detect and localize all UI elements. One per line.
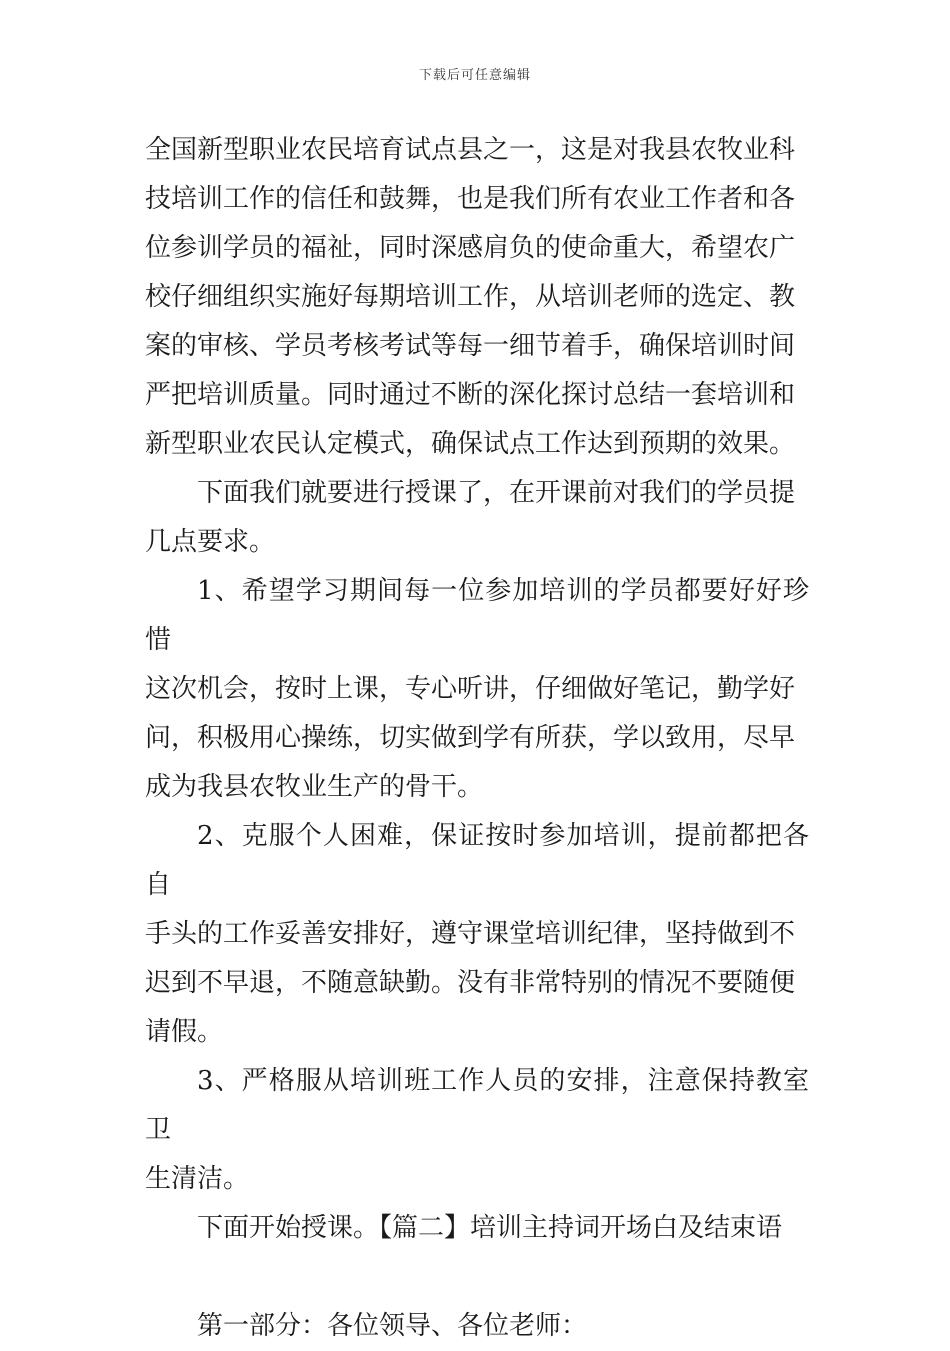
text-line: 几点要求。 — [145, 527, 276, 557]
text-line: 1、希望学习期间每一位参加培训的学员都要好好珍惜 — [145, 576, 809, 655]
paragraph-requirement-2 — [145, 812, 809, 1057]
text-line: 位参训学员的福祉，同时深感肩负的使命重大，希望农广 — [145, 233, 796, 263]
text-line: 下面我们就要进行授课了，在开课前对我们的学员提 — [197, 478, 796, 508]
text-line: 3、严格服从培训班工作人员的安排，注意保持教室卫 — [145, 1066, 809, 1145]
text-line: 案的审核、学员考核考试等每一细节着手，确保培训时间 — [145, 331, 796, 361]
paragraph-requirement-1 — [145, 567, 809, 812]
text-line: 成为我县农牧业生产的骨干。 — [145, 772, 484, 802]
paragraph-requirement-3 — [145, 1057, 809, 1204]
paragraph-requirements-intro — [145, 469, 809, 567]
text-line: 迟到不早退，不随意缺勤。没有非常特别的情况不要随便 — [145, 968, 796, 998]
paragraph-pilot-county — [145, 126, 809, 469]
document-body — [145, 126, 809, 1351]
paragraph-start-lecture — [145, 1204, 809, 1253]
text-line: 请假。 — [145, 1017, 224, 1047]
text-line: 生清洁。 — [145, 1164, 250, 1194]
text-line: 全国新型职业农民培育试点县之一，这是对我县农牧业科 — [145, 135, 796, 165]
page-header-note: 下载后可任意编辑 — [418, 68, 531, 83]
text-line: 这次机会，按时上课，专心听讲，仔细做好笔记，勤学好 — [145, 674, 796, 704]
text-line: 下面开始授课。【篇二】培训主持词开场白及结束语 — [197, 1213, 783, 1243]
text-line: 严把培训质量。同时通过不断的深化探讨总结一套培训和 — [145, 380, 796, 410]
text-line: 2、克服个人困难，保证按时参加培训，提前都把各自 — [145, 821, 809, 900]
text-line: 校仔细组织实施好每期培训工作，从培训老师的选定、教 — [145, 282, 796, 312]
text-line: 手头的工作妥善安排好，遵守课堂培训纪律，坚持做到不 — [145, 919, 796, 949]
text-line: 问，积极用心操练，切实做到学有所获，学以致用，尽早 — [145, 723, 796, 753]
text-line: 新型职业农民认定模式，确保试点工作达到预期的效果。 — [145, 429, 796, 459]
text-line: 第一部分：各位领导、各位老师： — [197, 1311, 588, 1341]
text-line: 技培训工作的信任和鼓舞，也是我们所有农业工作者和各 — [145, 184, 796, 214]
blank-line — [145, 1253, 809, 1302]
